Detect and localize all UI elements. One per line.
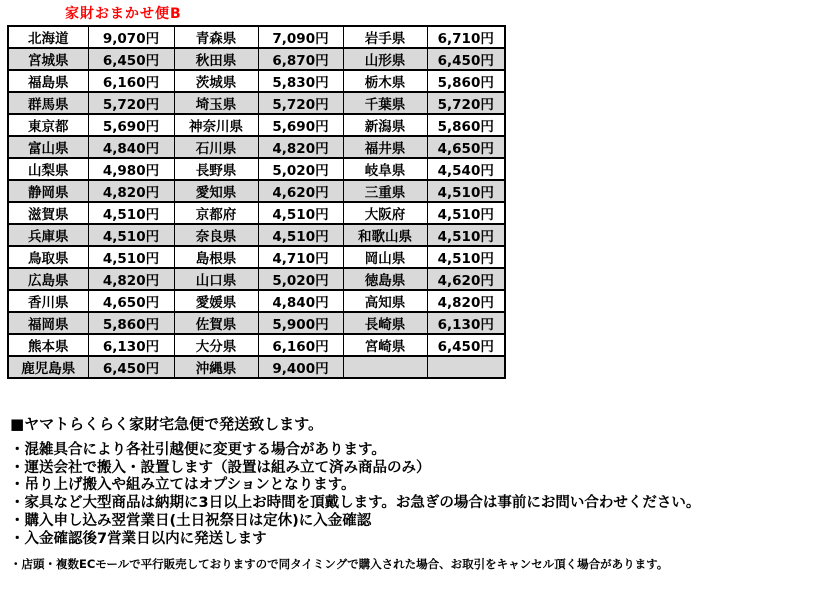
price-cell: 4,820円 bbox=[258, 136, 343, 158]
shipping-notes bbox=[10, 416, 815, 571]
prefecture-cell bbox=[343, 356, 427, 378]
prefecture-cell: 長崎県 bbox=[343, 312, 427, 334]
table-row bbox=[8, 246, 505, 268]
prefecture-cell: 徳島県 bbox=[343, 268, 427, 290]
prefecture-cell: 福島県 bbox=[8, 70, 88, 92]
table-row bbox=[8, 92, 505, 114]
price-cell: 4,540円 bbox=[427, 158, 505, 180]
prefecture-cell: 島根県 bbox=[174, 246, 258, 268]
price-cell: 6,130円 bbox=[427, 312, 505, 334]
prefecture-cell: 佐賀県 bbox=[174, 312, 258, 334]
prefecture-cell: 岐阜県 bbox=[343, 158, 427, 180]
prefecture-cell: 群馬県 bbox=[8, 92, 88, 114]
notes-heading: ■ヤマトらくらく家財宅急便で発送致します。 bbox=[10, 415, 323, 433]
price-cell: 5,900円 bbox=[258, 312, 343, 334]
prefecture-cell: 岩手県 bbox=[343, 26, 427, 48]
prefecture-cell: 山口県 bbox=[174, 268, 258, 290]
price-cell: 5,020円 bbox=[258, 158, 343, 180]
prefecture-cell: 埼玉県 bbox=[174, 92, 258, 114]
table-row bbox=[8, 26, 505, 48]
prefecture-cell: 京都府 bbox=[174, 202, 258, 224]
table-row bbox=[8, 356, 505, 378]
price-cell: 4,620円 bbox=[258, 180, 343, 202]
price-cell bbox=[427, 356, 505, 378]
price-cell: 4,620円 bbox=[427, 268, 505, 290]
prefecture-cell: 熊本県 bbox=[8, 334, 88, 356]
price-cell: 5,690円 bbox=[258, 114, 343, 136]
prefecture-cell: 愛媛県 bbox=[174, 290, 258, 312]
price-cell: 6,160円 bbox=[88, 70, 174, 92]
prefecture-cell: 大阪府 bbox=[343, 202, 427, 224]
price-cell: 5,860円 bbox=[88, 312, 174, 334]
table-row bbox=[8, 136, 505, 158]
prefecture-cell: 福井県 bbox=[343, 136, 427, 158]
notes-bullet: ・混雑具合により各社引越便に変更する場合があります。 bbox=[10, 442, 386, 458]
price-cell: 4,820円 bbox=[88, 180, 174, 202]
table-row bbox=[8, 158, 505, 180]
price-cell: 6,450円 bbox=[88, 356, 174, 378]
prefecture-cell: 三重県 bbox=[343, 180, 427, 202]
prefecture-cell: 山形県 bbox=[343, 48, 427, 70]
notes-bullet: ・運送会社で搬入・設置します（設置は組み立て済み商品のみ） bbox=[10, 459, 431, 476]
price-cell: 4,710円 bbox=[258, 246, 343, 268]
prefecture-cell: 栃木県 bbox=[343, 70, 427, 92]
price-cell: 4,510円 bbox=[427, 180, 505, 202]
notes-bullet: ・入金確認後7営業日以内に発送します bbox=[10, 530, 267, 547]
price-cell: 6,450円 bbox=[427, 334, 505, 356]
price-cell: 5,720円 bbox=[427, 92, 505, 114]
table-row bbox=[8, 312, 505, 334]
price-cell: 6,870円 bbox=[258, 48, 343, 70]
price-cell: 5,720円 bbox=[88, 92, 174, 114]
prefecture-cell: 神奈川県 bbox=[174, 114, 258, 136]
price-cell: 5,860円 bbox=[427, 114, 505, 136]
price-cell: 6,710円 bbox=[427, 26, 505, 48]
price-cell: 4,510円 bbox=[427, 224, 505, 246]
prefecture-cell: 和歌山県 bbox=[343, 224, 427, 246]
fee-table-body bbox=[8, 26, 505, 378]
prefecture-cell: 香川県 bbox=[8, 290, 88, 312]
price-cell: 5,720円 bbox=[258, 92, 343, 114]
notes-footnote: ・店頭・複数ECモールで平行販売しておりますので同タイミングで購入された場合、お取引をキャンセル頂く場合があります。 bbox=[10, 557, 669, 572]
prefecture-cell: 兵庫県 bbox=[8, 224, 88, 246]
price-cell: 7,090円 bbox=[258, 26, 343, 48]
prefecture-cell: 北海道 bbox=[8, 26, 88, 48]
price-cell: 4,840円 bbox=[258, 290, 343, 312]
price-cell: 4,820円 bbox=[427, 290, 505, 312]
price-cell: 4,510円 bbox=[88, 246, 174, 268]
price-cell: 4,650円 bbox=[88, 290, 174, 312]
price-cell: 4,510円 bbox=[88, 224, 174, 246]
prefecture-cell: 千葉県 bbox=[343, 92, 427, 114]
prefecture-cell: 鹿児島県 bbox=[8, 356, 88, 378]
price-cell: 4,840円 bbox=[88, 136, 174, 158]
prefecture-cell: 宮崎県 bbox=[343, 334, 427, 356]
prefecture-cell: 滋賀県 bbox=[8, 202, 88, 224]
table-row bbox=[8, 334, 505, 356]
prefecture-cell: 鳥取県 bbox=[8, 246, 88, 268]
price-cell: 4,510円 bbox=[258, 202, 343, 224]
table-row bbox=[8, 70, 505, 92]
prefecture-cell: 新潟県 bbox=[343, 114, 427, 136]
price-cell: 5,830円 bbox=[258, 70, 343, 92]
prefecture-cell: 福岡県 bbox=[8, 312, 88, 334]
price-cell: 5,690円 bbox=[88, 114, 174, 136]
price-cell: 5,860円 bbox=[427, 70, 505, 92]
prefecture-cell: 大分県 bbox=[174, 334, 258, 356]
table-row bbox=[8, 202, 505, 224]
prefecture-cell: 東京都 bbox=[8, 114, 88, 136]
price-cell: 5,020円 bbox=[258, 268, 343, 290]
price-cell: 4,820円 bbox=[88, 268, 174, 290]
price-cell: 6,450円 bbox=[427, 48, 505, 70]
price-cell: 9,070円 bbox=[88, 26, 174, 48]
price-cell: 4,510円 bbox=[258, 224, 343, 246]
notes-bullet-list bbox=[10, 442, 815, 548]
prefecture-cell: 岡山県 bbox=[343, 246, 427, 268]
shipping-fee-table bbox=[7, 25, 506, 379]
prefecture-cell: 沖縄県 bbox=[174, 356, 258, 378]
prefecture-cell: 高知県 bbox=[343, 290, 427, 312]
prefecture-cell: 富山県 bbox=[8, 136, 88, 158]
price-cell: 4,510円 bbox=[88, 202, 174, 224]
prefecture-cell: 石川県 bbox=[174, 136, 258, 158]
prefecture-cell: 静岡県 bbox=[8, 180, 88, 202]
notes-bullet: ・家具など大型商品は納期に3日以上お時間を頂戴します。お急ぎの場合は事前にお問い合わせください。 bbox=[10, 495, 701, 512]
price-cell: 4,510円 bbox=[427, 246, 505, 268]
table-row bbox=[8, 224, 505, 246]
price-cell: 9,400円 bbox=[258, 356, 343, 378]
price-cell: 4,510円 bbox=[427, 202, 505, 224]
prefecture-cell: 奈良県 bbox=[174, 224, 258, 246]
price-cell: 4,980円 bbox=[88, 158, 174, 180]
notes-bullet: ・購入申し込み翌営業日(土日祝祭日は定休)に入金確認 bbox=[10, 512, 372, 529]
price-cell: 6,130円 bbox=[88, 334, 174, 356]
prefecture-cell: 宮城県 bbox=[8, 48, 88, 70]
table-row bbox=[8, 268, 505, 290]
price-cell: 6,450円 bbox=[88, 48, 174, 70]
table-row bbox=[8, 48, 505, 70]
prefecture-cell: 山梨県 bbox=[8, 158, 88, 180]
prefecture-cell: 愛知県 bbox=[174, 180, 258, 202]
notes-bullet: ・吊り上げ搬入や組み立てはオプションとなります。 bbox=[10, 477, 356, 494]
prefecture-cell: 広島県 bbox=[8, 268, 88, 290]
price-cell: 6,160円 bbox=[258, 334, 343, 356]
table-row bbox=[8, 290, 505, 312]
prefecture-cell: 青森県 bbox=[174, 26, 258, 48]
page-title: 家財おまかせ便B bbox=[65, 6, 182, 22]
price-cell: 4,650円 bbox=[427, 136, 505, 158]
prefecture-cell: 秋田県 bbox=[174, 48, 258, 70]
prefecture-cell: 茨城県 bbox=[174, 70, 258, 92]
table-row bbox=[8, 180, 505, 202]
prefecture-cell: 長野県 bbox=[174, 158, 258, 180]
table-row bbox=[8, 114, 505, 136]
